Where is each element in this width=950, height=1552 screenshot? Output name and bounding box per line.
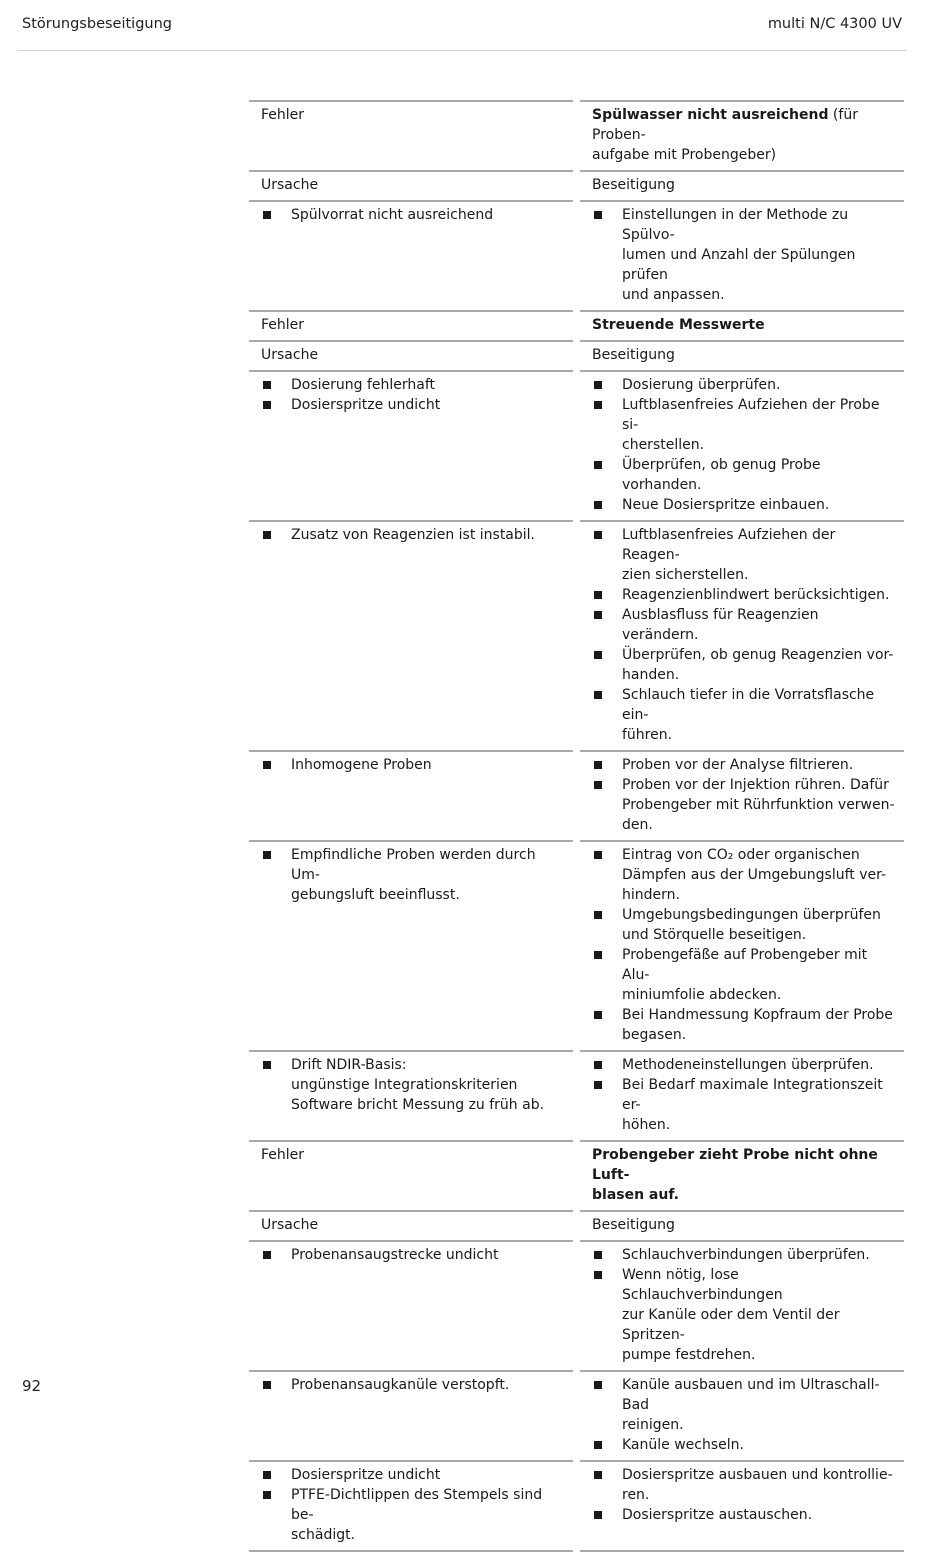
- remedy-text: Probengefäße auf Probengeber mit Alu- miniumfolie abdecken.: [622, 947, 868, 1003]
- cause-item: [261, 1485, 565, 1545]
- square-bullet-icon: [594, 781, 602, 789]
- cause-text: Empfindliche Proben werden durch Um- gebungsluft beeinflusst.: [291, 847, 536, 903]
- square-bullet-icon: [263, 1251, 271, 1259]
- cause-list: [261, 375, 565, 415]
- remedy-column-header: Beseitigung: [580, 1210, 904, 1240]
- remedy-text: Wenn nötig, lose Schlauchverbindungen zur Kanüle oder dem Ventil der Spritzen- pumpe festdrehen.: [622, 1267, 840, 1363]
- column-header-row: [249, 1210, 904, 1240]
- fault-label: Fehler: [249, 100, 573, 170]
- remedy-cell: [580, 1370, 904, 1460]
- remedy-text: Umgebungsbedingungen überprüfen und Störquelle beseitigen.: [622, 907, 881, 943]
- square-bullet-icon: [594, 1061, 602, 1069]
- square-bullet-icon: [594, 611, 602, 619]
- remedy-item: [592, 495, 896, 515]
- cause-text: Drift NDIR-Basis: ungünstige Integrationskriterien Software bricht Messung zu früh ab.: [291, 1057, 545, 1113]
- table-row: [249, 840, 904, 1050]
- remedy-list: [592, 1465, 896, 1525]
- cause-list: [261, 1465, 565, 1545]
- column-header-row: [249, 170, 904, 200]
- remedy-item: [592, 605, 896, 645]
- cause-list: [261, 1245, 565, 1265]
- cause-text: Dosierspritze undicht: [291, 1467, 441, 1483]
- table-row: [249, 520, 904, 750]
- cause-text: Zusatz von Reagenzien ist instabil.: [291, 527, 536, 543]
- remedy-text: Ausblasfluss für Reagenzien verändern.: [622, 607, 819, 643]
- remedy-column-header: Beseitigung: [580, 340, 904, 370]
- remedy-item: [592, 755, 896, 775]
- cause-text: Inhomogene Proben: [291, 757, 432, 773]
- column-header-row: [249, 340, 904, 370]
- remedy-list: [592, 1375, 896, 1455]
- square-bullet-icon: [594, 911, 602, 919]
- remedy-text: Methodeneinstellungen überprüfen.: [622, 1057, 874, 1073]
- remedy-text: Luftblasenfreies Aufziehen der Probe si- cherstellen.: [622, 397, 880, 453]
- fault-row: [249, 100, 904, 170]
- cause-text: Probenansaugkanüle verstopft.: [291, 1377, 510, 1393]
- remedy-text: Neue Dosierspritze einbauen.: [622, 497, 830, 513]
- remedy-item: [592, 1005, 896, 1045]
- remedy-item: [592, 455, 896, 495]
- remedy-item: [592, 945, 896, 1005]
- square-bullet-icon: [263, 1491, 271, 1499]
- remedy-list: [592, 375, 896, 515]
- remedy-list: [592, 845, 896, 1045]
- remedy-text: Schlauch tiefer in die Vorratsflasche ein- führen.: [622, 687, 875, 743]
- remedy-text: Überprüfen, ob genug Probe vorhanden.: [622, 457, 821, 493]
- square-bullet-icon: [594, 1271, 602, 1279]
- table-row: [249, 1370, 904, 1460]
- cause-text: Dosierung fehlerhaft: [291, 377, 436, 393]
- troubleshooting-tables: [249, 100, 904, 1552]
- square-bullet-icon: [594, 951, 602, 959]
- square-bullet-icon: [594, 651, 602, 659]
- troubleshooting-table: [249, 100, 904, 310]
- fault-title-bold: Streuende Messwerte: [592, 317, 765, 333]
- cause-cell: [249, 840, 573, 1050]
- remedy-list: [592, 1055, 896, 1135]
- square-bullet-icon: [263, 1381, 271, 1389]
- cause-text: PTFE-Dichtlippen des Stempels sind be- schädigt.: [291, 1487, 543, 1543]
- remedy-text: Kanüle wechseln.: [622, 1437, 744, 1453]
- remedy-text: Schlauchverbindungen überprüfen.: [622, 1247, 870, 1263]
- cause-column-header: Ursache: [249, 170, 573, 200]
- remedy-item: [592, 1505, 896, 1525]
- remedy-list: [592, 1245, 896, 1365]
- square-bullet-icon: [594, 1251, 602, 1259]
- cause-item: [261, 525, 565, 545]
- remedy-list: [592, 205, 896, 305]
- remedy-item: [592, 685, 896, 745]
- square-bullet-icon: [594, 691, 602, 699]
- remedy-cell: [580, 1460, 904, 1550]
- fault-title: [580, 310, 904, 340]
- remedy-text: Proben vor der Injektion rühren. Dafür Probengeber mit Rührfunktion verwen- den.: [622, 777, 895, 833]
- remedy-text: Einstellungen in der Methode zu Spülvo- lumen und Anzahl der Spülungen prüfen und anpassen.: [622, 207, 856, 303]
- square-bullet-icon: [594, 1441, 602, 1449]
- cause-cell: [249, 1370, 573, 1460]
- remedy-cell: [580, 1050, 904, 1140]
- remedy-text: Luftblasenfreies Aufziehen der Reagen- zien sicherstellen.: [622, 527, 836, 583]
- cause-item: [261, 375, 565, 395]
- cause-list: [261, 205, 565, 225]
- remedy-cell: [580, 520, 904, 750]
- cause-cell: [249, 750, 573, 840]
- square-bullet-icon: [594, 1471, 602, 1479]
- square-bullet-icon: [263, 531, 271, 539]
- square-bullet-icon: [594, 1011, 602, 1019]
- troubleshooting-table: [249, 310, 904, 1140]
- cause-text: Dosierspritze undicht: [291, 397, 441, 413]
- cause-item: [261, 845, 565, 905]
- table-row: [249, 750, 904, 840]
- cause-cell: [249, 200, 573, 310]
- remedy-text: Überprüfen, ob genug Reagenzien vor- handen.: [622, 647, 894, 683]
- remedy-item: [592, 845, 896, 905]
- square-bullet-icon: [263, 851, 271, 859]
- square-bullet-icon: [263, 1471, 271, 1479]
- header-section-title: Störungsbeseitigung: [22, 16, 172, 32]
- remedy-item: [592, 375, 896, 395]
- remedy-item: [592, 1245, 896, 1265]
- cause-item: [261, 395, 565, 415]
- cause-list: [261, 845, 565, 905]
- cause-cell: [249, 370, 573, 520]
- fault-title: [580, 1140, 904, 1210]
- table-row: [249, 370, 904, 520]
- remedy-cell: [580, 200, 904, 310]
- square-bullet-icon: [263, 761, 271, 769]
- cause-item: [261, 205, 565, 225]
- remedy-text: Reagenzienblindwert berücksichtigen.: [622, 587, 890, 603]
- page-number: 92: [22, 1377, 42, 1395]
- table-row: [249, 1240, 904, 1370]
- fault-row: [249, 1140, 904, 1210]
- cause-column-header: Ursache: [249, 340, 573, 370]
- fault-title: [580, 100, 904, 170]
- remedy-cell: [580, 840, 904, 1050]
- cause-cell: [249, 1240, 573, 1370]
- remedy-item: [592, 905, 896, 945]
- remedy-item: [592, 775, 896, 835]
- cause-list: [261, 1375, 565, 1395]
- remedy-text: Bei Handmessung Kopfraum der Probe begasen.: [622, 1007, 893, 1043]
- fault-title-bold: Probengeber zieht Probe nicht ohne Luft- blasen auf.: [592, 1147, 878, 1203]
- remedy-text: Proben vor der Analyse filtrieren.: [622, 757, 854, 773]
- square-bullet-icon: [594, 591, 602, 599]
- remedy-item: [592, 1075, 896, 1135]
- remedy-text: Dosierung überprüfen.: [622, 377, 781, 393]
- remedy-text: Dosierspritze austauschen.: [622, 1507, 813, 1523]
- square-bullet-icon: [594, 1381, 602, 1389]
- remedy-cell: [580, 370, 904, 520]
- cause-item: [261, 1245, 565, 1265]
- remedy-text: Kanüle ausbauen und im Ultraschall-Bad reinigen.: [622, 1377, 880, 1433]
- cause-item: [261, 755, 565, 775]
- remedy-cell: [580, 1240, 904, 1370]
- square-bullet-icon: [594, 851, 602, 859]
- table-row: [249, 200, 904, 310]
- square-bullet-icon: [594, 1081, 602, 1089]
- cause-column-header: Ursache: [249, 1210, 573, 1240]
- remedy-item: [592, 1435, 896, 1455]
- fault-title-note: (für Proben- aufgabe mit Probengeber): [592, 107, 858, 163]
- remedy-item: [592, 205, 896, 305]
- cause-list: [261, 525, 565, 545]
- cause-cell: [249, 1460, 573, 1550]
- fault-label: Fehler: [249, 1140, 573, 1210]
- fault-label: Fehler: [249, 310, 573, 340]
- table-row: [249, 1460, 904, 1550]
- remedy-item: [592, 1465, 896, 1505]
- cause-cell: [249, 520, 573, 750]
- header-device-name: multi N/C 4300 UV: [767, 16, 902, 32]
- cause-list: [261, 755, 565, 775]
- square-bullet-icon: [594, 531, 602, 539]
- square-bullet-icon: [594, 401, 602, 409]
- remedy-list: [592, 755, 896, 835]
- cause-list: [261, 1055, 565, 1115]
- remedy-item: [592, 585, 896, 605]
- square-bullet-icon: [594, 211, 602, 219]
- square-bullet-icon: [263, 1061, 271, 1069]
- square-bullet-icon: [263, 381, 271, 389]
- remedy-item: [592, 1055, 896, 1075]
- cause-cell: [249, 1050, 573, 1140]
- square-bullet-icon: [594, 381, 602, 389]
- square-bullet-icon: [263, 211, 271, 219]
- header-divider: [17, 50, 907, 51]
- remedy-item: [592, 525, 896, 585]
- troubleshooting-table: [249, 1140, 904, 1550]
- cause-item: [261, 1465, 565, 1485]
- remedy-text: Bei Bedarf maximale Integrationszeit er- höhen.: [622, 1077, 883, 1133]
- remedy-cell: [580, 750, 904, 840]
- cause-text: Spülvorrat nicht ausreichend: [291, 207, 494, 223]
- cause-item: [261, 1055, 565, 1115]
- square-bullet-icon: [594, 1511, 602, 1519]
- cause-item: [261, 1375, 565, 1395]
- fault-row: [249, 310, 904, 340]
- remedy-item: [592, 1375, 896, 1435]
- remedy-list: [592, 525, 896, 745]
- remedy-item: [592, 1265, 896, 1365]
- square-bullet-icon: [594, 761, 602, 769]
- cause-text: Probenansaugstrecke undicht: [291, 1247, 499, 1263]
- remedy-text: Dosierspritze ausbauen und kontrollie- ren.: [622, 1467, 893, 1503]
- square-bullet-icon: [594, 501, 602, 509]
- remedy-text: Eintrag von CO₂ oder organischen Dämpfen aus der Umgebungsluft ver- hindern.: [622, 847, 887, 903]
- square-bullet-icon: [594, 461, 602, 469]
- remedy-item: [592, 645, 896, 685]
- remedy-column-header: Beseitigung: [580, 170, 904, 200]
- remedy-item: [592, 395, 896, 455]
- table-row: [249, 1050, 904, 1140]
- square-bullet-icon: [263, 401, 271, 409]
- fault-title-bold: Spülwasser nicht ausreichend: [592, 107, 829, 123]
